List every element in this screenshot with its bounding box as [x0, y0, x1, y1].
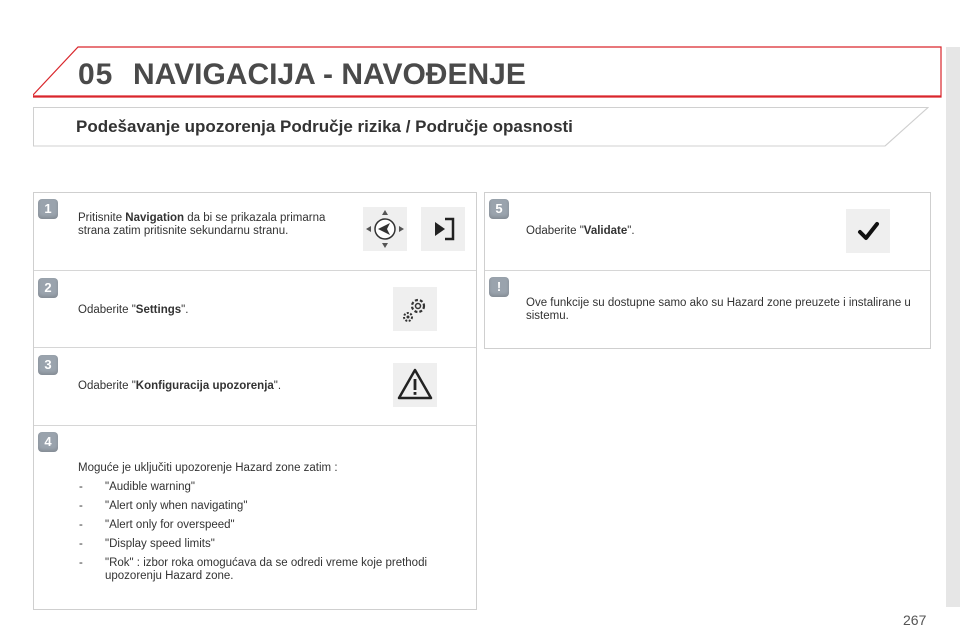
navigation-joystick-icon [363, 207, 407, 251]
list-item: - "Audible warning" [79, 481, 195, 493]
step-5-badge: 5 [489, 199, 509, 219]
divider [34, 270, 476, 271]
chapter-number: 05 [78, 58, 114, 91]
step-2-text: Odaberite "Settings". [78, 304, 189, 316]
divider [34, 347, 476, 348]
settings-gears-icon [393, 287, 437, 331]
step-3-keyword: Konfiguracija upozorenja [135, 380, 274, 392]
page-edge-strip [946, 47, 960, 607]
checkmark-icon [846, 209, 890, 253]
step-3-badge: 3 [38, 355, 58, 375]
list-item: - "Alert only when navigating" [79, 500, 248, 512]
step-2-badge: 2 [38, 278, 58, 298]
step-1-badge: 1 [38, 199, 58, 219]
hazard-options-list [78, 481, 470, 583]
step-5-keyword: Validate [583, 225, 628, 237]
step-1-keyword: Navigation [125, 212, 185, 224]
secondary-page-icon [421, 207, 465, 251]
chapter-title: NAVIGACIJA - NAVOĐENJE [133, 58, 526, 91]
page-number: 267 [903, 612, 927, 628]
step-2-keyword: Settings [135, 304, 182, 316]
step-1-text: Pritisnite Navigation da bi se prikazala primarna strana zatim pritisnite sekundarnu stranu. [78, 212, 326, 237]
list-item: - "Display speed limits" [79, 538, 215, 550]
step-4-intro: Moguće je uključiti upozorenje Hazard zone zatim : [78, 462, 338, 474]
list-item: - "Alert only for overspeed" [79, 519, 235, 531]
section-title: Podešavanje upozorenja Područje rizika / Područje opasnosti [76, 117, 573, 136]
warning-triangle-icon [393, 363, 437, 407]
divider [485, 270, 930, 271]
note-text: Ove funkcije su dostupne samo ako su Hazard zone preuzete i instalirane u sistemu. [526, 297, 911, 322]
step-4-badge: 4 [38, 432, 58, 452]
divider [34, 425, 476, 426]
step-5-text: Odaberite "Validate". [526, 225, 635, 237]
note-badge: ! [489, 277, 509, 297]
list-item: - "Rok" : izbor roka omogućava da se odredi vreme koje prethodi upozorenju Hazard zone. [79, 557, 428, 582]
step-4-text [78, 462, 470, 583]
step-3-text: Odaberite "Konfiguracija upozorenja". [78, 380, 282, 392]
